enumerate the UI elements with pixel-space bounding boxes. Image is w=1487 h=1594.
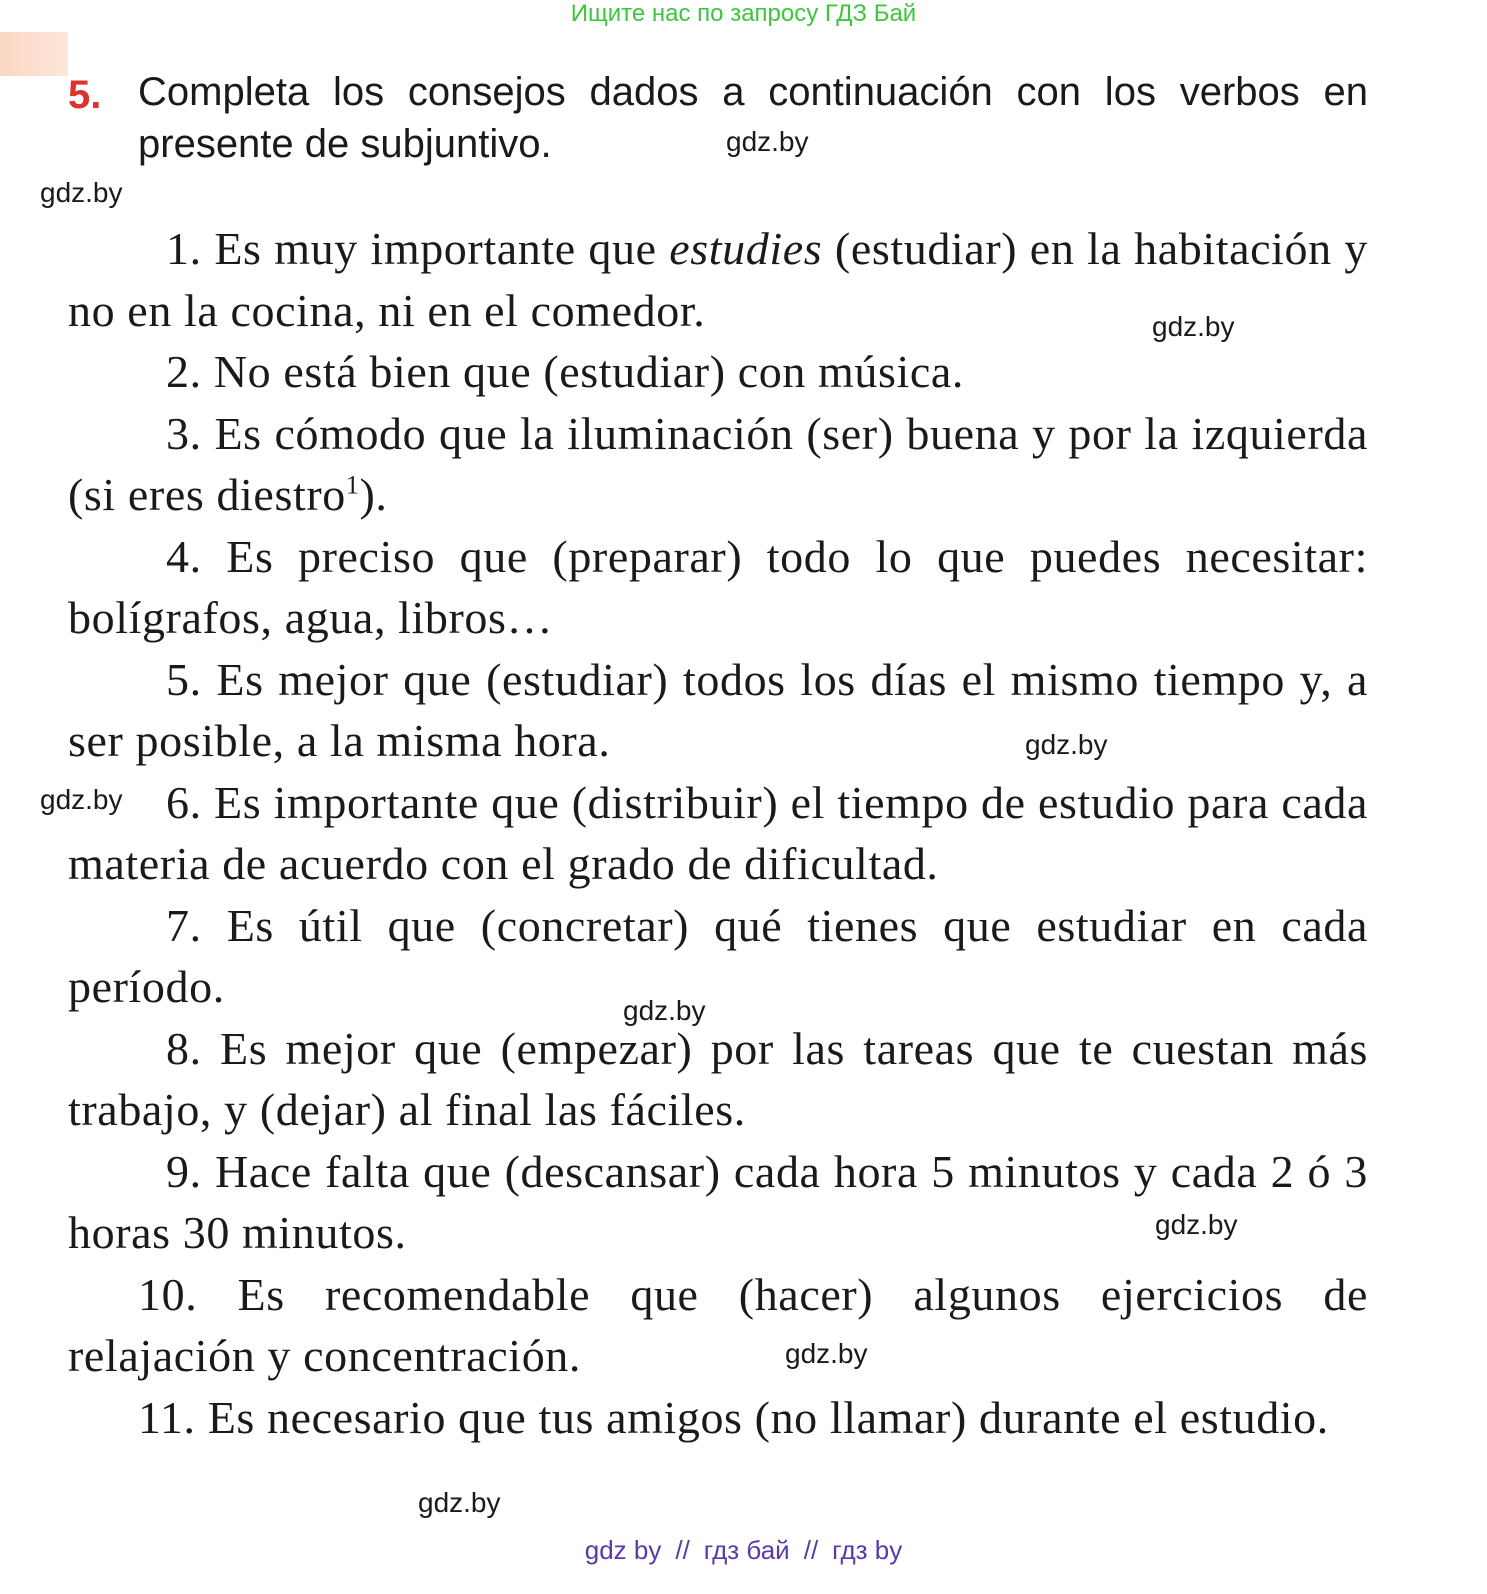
watermark: gdz.by — [40, 177, 123, 208]
item-text: No está bien que (estudiar) con música. — [213, 346, 965, 397]
watermark: gdz.by — [1155, 1209, 1238, 1240]
item-text: Es mejor que (estudiar) todos los días el mismo tiempo y, a ser posible, a la misma hora. — [68, 653, 1369, 766]
watermark: gdz.by — [40, 784, 123, 815]
item-number: 6. — [166, 776, 202, 828]
exercise-item-11 — [68, 1387, 1368, 1449]
item-number: 1. — [166, 223, 202, 274]
exercise-item-7 — [68, 895, 1368, 1018]
item-text: (estudiar) en la habitación y no en la cocina, ni en el comedor. — [68, 223, 1368, 336]
corner-tab — [0, 32, 68, 76]
exercise-list — [68, 218, 1368, 1448]
exercise-item-6 — [68, 772, 1368, 895]
item-text: Es muy importante que — [214, 223, 670, 274]
watermark: gdz.by — [1152, 311, 1235, 342]
item-number: 8. — [166, 1022, 202, 1074]
exercise-item-2 — [68, 341, 1368, 403]
exercise-item-10 — [68, 1264, 1368, 1387]
item-number: 2. — [166, 346, 202, 397]
item-text: Es importante que (distribuir) el tiempo de estudio para cada materia de acuerdo con el grado de dificultad. — [68, 776, 1368, 889]
exercise-item-9 — [68, 1141, 1368, 1264]
exercise-item-3 — [68, 403, 1368, 526]
item-text: Es mejor que (empezar) por las tareas que te cuestan más trabajo, y (dejar) al final las fáciles. — [68, 1022, 1368, 1135]
item-answer: estudies — [669, 223, 823, 274]
item-number: 9. — [166, 1145, 202, 1197]
item-number: 5. — [166, 653, 202, 705]
task-number: 5. — [68, 73, 102, 117]
item-text: Es cómodo que la iluminación (ser) buena y por la izquierda (si eres diestro — [68, 407, 1368, 520]
exercise-item-8 — [68, 1018, 1368, 1141]
item-number: 3. — [166, 407, 202, 459]
footer-link-gdz-bai[interactable]: гдз бай — [703, 1535, 790, 1565]
watermark: gdz.by — [785, 1338, 868, 1369]
item-text: Es útil que (concretar) qué tienes que estudiar en cada período. — [68, 899, 1368, 1012]
item-number: 10. — [138, 1268, 198, 1320]
footer-link-gdz-by-cyr[interactable]: гдз by — [832, 1535, 903, 1565]
item-text: Es necesario que tus amigos (no llamar) durante el estudio. — [207, 1391, 1329, 1443]
item-number: 7. — [166, 899, 202, 951]
item-number: 4. — [166, 530, 202, 582]
footer-separator: // — [675, 1535, 690, 1565]
item-text: Es preciso que (preparar) todo lo que puedes necesitar: bolígrafos, agua, libros… — [68, 530, 1368, 643]
footer-links — [0, 1534, 1487, 1566]
item-text: ). — [359, 469, 388, 520]
top-banner: Ищите нас по запросу ГДЗ Бай — [570, 0, 917, 27]
footer-separator: // — [803, 1535, 819, 1565]
item-text: Es recomendable que (hacer) algunos ejercicios de relajación y concentración. — [68, 1268, 1369, 1381]
footer-link-gdz-by[interactable]: gdz by — [584, 1535, 662, 1565]
exercise-item-4 — [68, 526, 1368, 649]
exercise-item-5 — [68, 649, 1368, 772]
watermark: gdz.by — [418, 1487, 501, 1518]
watermark: gdz.by — [1025, 729, 1108, 760]
footnote-marker: 1 — [345, 470, 360, 500]
watermark: gdz.by — [623, 995, 706, 1026]
watermark: gdz.by — [726, 126, 809, 157]
item-number: 11. — [138, 1391, 196, 1443]
task-instruction: Completa los consejos dados a continuación con los verbos en presente de subjuntivo. — [138, 70, 1368, 166]
item-text: Hace falta que (descansar) cada hora 5 minutos y cada 2 ó 3 horas 30 minutos. — [68, 1145, 1368, 1258]
